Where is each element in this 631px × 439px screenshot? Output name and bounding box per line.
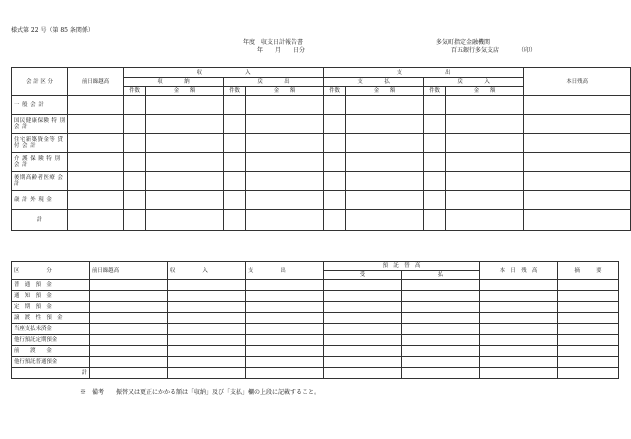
table-row [12,210,631,231]
table-row [12,313,619,324]
form-number: 様式第 22 号（第 85 条関係） [11,27,94,34]
table-row [12,335,619,346]
table-row [12,115,631,134]
table-row [12,172,631,191]
row-label: 後期高齢者医療 会 計 [12,172,68,191]
header-amount: 金 額 [246,87,324,96]
header-balance: 本 日 残 高 [480,262,558,280]
header-receipt: 収 納 [124,78,224,87]
row-label: 通 知 預 金 [12,291,90,302]
header-count: 件数 [224,87,246,96]
deposit-table [11,261,619,379]
header-count: 件数 [324,87,346,96]
table-row [12,134,631,153]
header-carry: 前日繰越高 [68,68,124,96]
header-expense: 支 出 [246,262,324,280]
row-label: 一 般 会 計 [12,96,68,115]
row-label: 歳 計 外 現 金 [12,191,68,210]
report-title: 年度 収支日計報告書 [243,39,304,46]
row-label: 介 護 保 険 特 別 会 計 [12,153,68,172]
row-label: 他行預託普通預金 [12,357,90,368]
header-count: 件数 [124,87,146,96]
table-row [12,280,619,291]
header-income: 収 入 [168,262,246,280]
header-amount: 金 額 [446,87,524,96]
table-row [12,191,631,210]
header-account: 会 計 区 分 [12,68,68,96]
header-amount: 金 額 [146,87,224,96]
header-transfer: 預 託 替 高 [324,262,480,271]
header-balance: 本日残高 [524,68,631,96]
header-payment: 支 払 [324,78,424,87]
row-label: 定 期 預 金 [12,302,90,313]
header-pay: 払 [402,271,480,280]
header-count: 件数 [424,87,446,96]
row-label: 当座支払未済金 [12,324,90,335]
header-amount: 金 額 [346,87,424,96]
header-income: 収 入 [124,68,324,78]
header-refund: 戻 出 [224,78,324,87]
seal-mark: （印） [518,47,537,54]
row-label: 普 通 預 金 [12,280,90,291]
table-row [12,153,631,172]
table-row [12,291,619,302]
row-label: 住宅新築資金等 貸 付 会 計 [12,134,68,153]
table-row [12,368,619,379]
table-row [12,357,619,368]
report-date: 年 月 日分 [257,47,306,54]
header-carry: 前日繰越高 [90,262,168,280]
header-expense: 支 出 [324,68,524,78]
bank-name: 百五銀行多気支店 [451,47,500,54]
daily-ledger-table [11,67,631,231]
row-label-total: 計 [12,368,90,379]
row-label: 譲 渡 性 預 金 [12,313,90,324]
footnote: ※ 備考 振替又は更正にかかる額は「収納」及び「支払」欄の上段に記載すること。 [80,389,321,396]
table-row [12,324,619,335]
header-category: 区 分 [12,262,90,280]
row-label: 前 渡 金 [12,346,90,357]
row-label: 他行預託定期預金 [12,335,90,346]
row-label-total: 計 [12,210,68,231]
table-row [12,302,619,313]
header-note: 摘 要 [558,262,619,280]
institution-label: 多気町指定金融機関 [436,39,491,46]
table-row [12,96,631,115]
header-return: 戻 入 [424,78,524,87]
table-row [12,346,619,357]
header-receive: 受 [324,271,402,280]
row-label: 国民健康保険 特 別 会 計 [12,115,68,134]
